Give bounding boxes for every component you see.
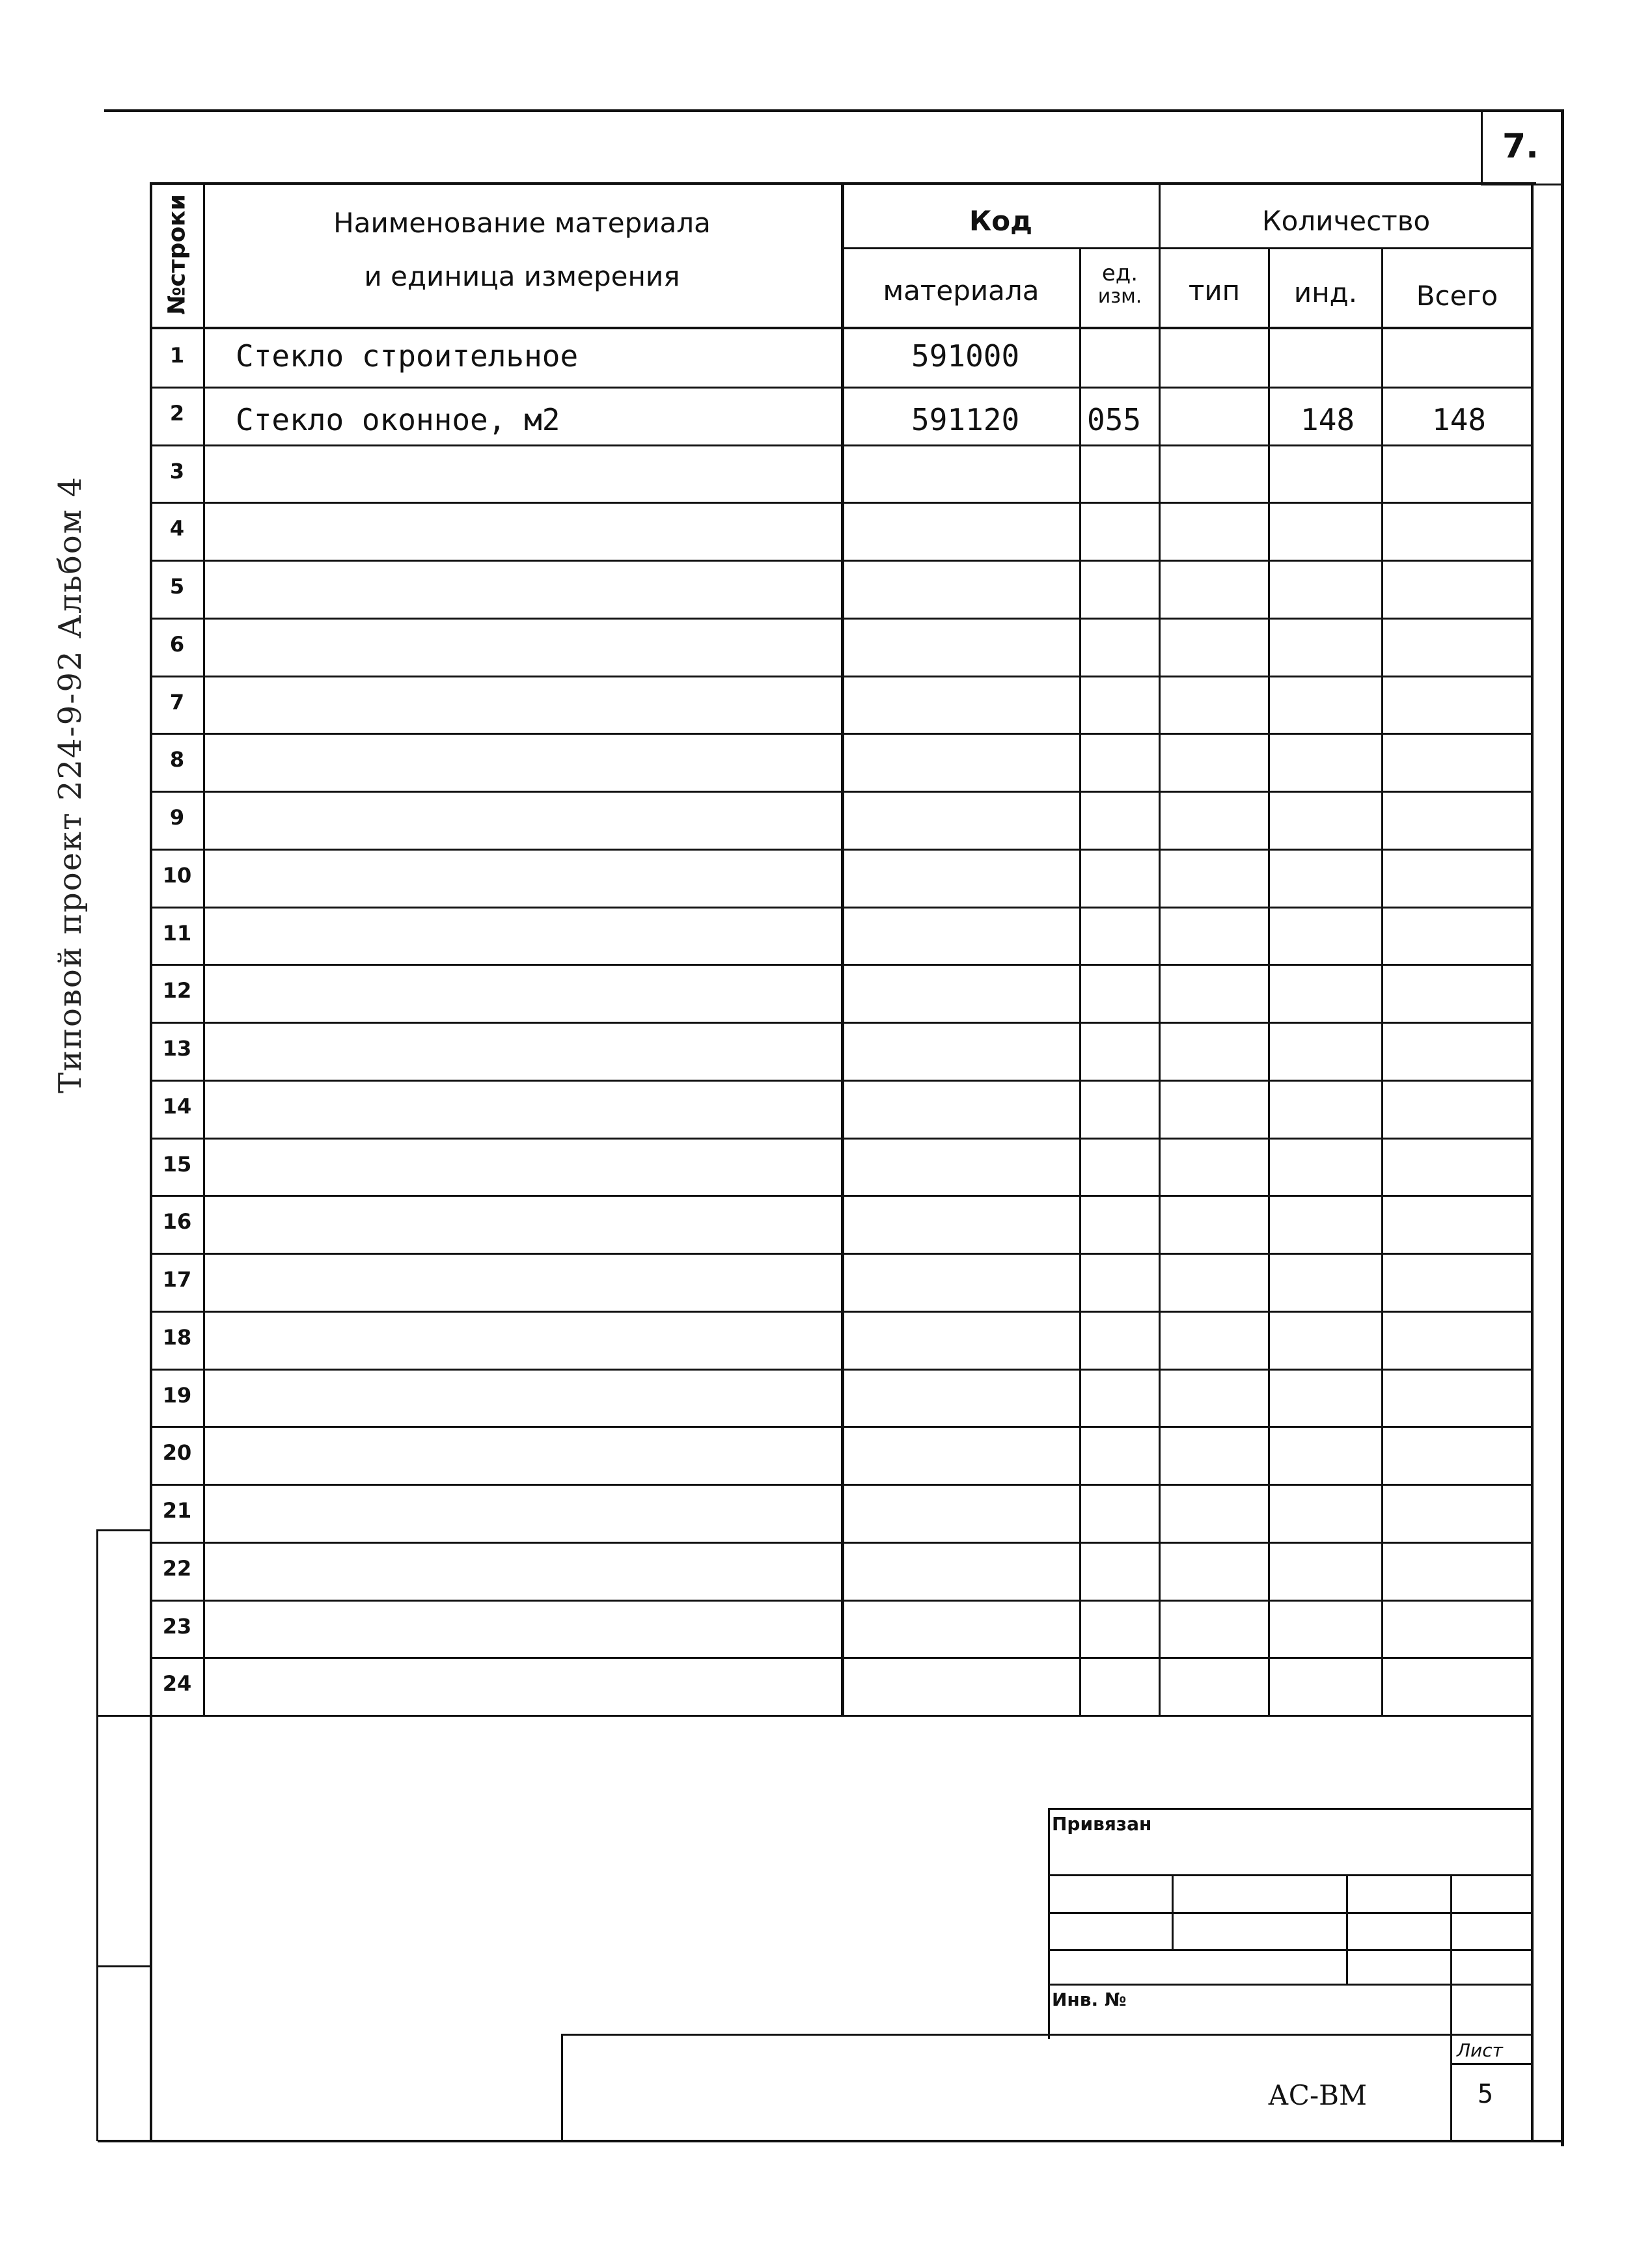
sheet-number: 7. <box>1502 127 1539 166</box>
row-number: 5 <box>169 574 185 599</box>
row-number: 20 <box>162 1440 192 1465</box>
row-line <box>151 733 1532 735</box>
row-2-name: Стекло оконное, м2 <box>236 402 560 437</box>
col-type-right <box>1268 247 1270 1715</box>
row-2-unit: 055 <box>1087 402 1142 437</box>
row-number: 6 <box>169 632 185 657</box>
row-number: 13 <box>162 1036 192 1061</box>
row-number: 14 <box>162 1094 192 1119</box>
stamp-col-3 <box>1450 1874 1452 2141</box>
row-number: 8 <box>169 747 185 772</box>
header-code-group: Код <box>969 205 1033 237</box>
row-line <box>151 907 1532 909</box>
row-number: 11 <box>162 921 192 946</box>
row-1-name: Стекло строительное <box>236 338 579 374</box>
row-line <box>151 560 1532 562</box>
row-number: 12 <box>162 978 192 1003</box>
stamp-left <box>1048 1808 1050 2039</box>
header-material-code: материала <box>883 275 1039 307</box>
header-row-no: №строки <box>163 194 191 315</box>
top-border <box>104 109 1562 112</box>
row-2-ind: 148 <box>1301 402 1355 437</box>
row-line <box>151 444 1532 446</box>
bottom-border <box>98 2140 1563 2142</box>
row-2-total: 148 <box>1432 402 1487 437</box>
row-line <box>151 1484 1532 1486</box>
header-total: Всего <box>1416 280 1498 312</box>
sheet-label-line <box>1450 2063 1533 2065</box>
side-project-text: Типовой проект 224-9-92 Альбом 4 <box>52 476 89 1093</box>
row-number: 3 <box>169 459 185 484</box>
row-number: 9 <box>169 805 185 830</box>
row-number: 23 <box>162 1614 192 1639</box>
row-line <box>151 1080 1532 1082</box>
header-bottom <box>151 327 1532 329</box>
col-ind-right <box>1381 247 1383 1715</box>
row-number: 22 <box>162 1556 192 1581</box>
right-border <box>1561 109 1564 2146</box>
row-number: 4 <box>169 516 185 541</box>
row-line <box>151 387 1532 389</box>
stamp-col-2 <box>1346 1874 1348 1985</box>
stamp-bound-label: Привязан <box>1052 1813 1152 1835</box>
stamp-line-1 <box>1048 1874 1533 1876</box>
row-number: 1 <box>169 343 185 368</box>
col-code-right <box>1079 247 1081 1715</box>
margin-strip-line-1 <box>96 1529 151 1531</box>
row-line <box>151 1657 1532 1659</box>
row-line <box>151 1311 1532 1313</box>
sheet-value: 5 <box>1478 2079 1494 2109</box>
row-line <box>151 502 1532 504</box>
margin-strip-left <box>96 1529 98 2141</box>
row-line <box>151 1426 1532 1428</box>
row-number: 19 <box>162 1383 192 1408</box>
header-subline <box>841 247 1532 249</box>
header-ind: инд. <box>1293 277 1358 308</box>
row-line <box>151 1542 1532 1544</box>
row-line <box>151 1369 1532 1371</box>
header-type: тип <box>1188 275 1241 307</box>
row-number: 16 <box>162 1209 192 1234</box>
title-block-top <box>561 2034 1533 2036</box>
row-1-code: 591000 <box>911 338 1020 374</box>
stamp-col-1 <box>1172 1874 1174 1949</box>
row-number: 21 <box>162 1498 192 1523</box>
row-number: 17 <box>162 1267 192 1292</box>
header-qty-group: Количество <box>1261 205 1431 237</box>
row-number: 24 <box>162 1671 192 1696</box>
row-line <box>151 1138 1532 1140</box>
row-line <box>151 849 1532 851</box>
margin-strip-line-2 <box>96 1715 151 1717</box>
row-number: 10 <box>162 863 192 888</box>
title-block-left <box>561 2034 563 2141</box>
row-line <box>151 1195 1532 1197</box>
header-unit-2: изм. <box>1097 285 1142 308</box>
margin-strip-line-3 <box>96 1965 151 1967</box>
header-name-line2: и единица измерения <box>364 260 680 292</box>
table-right <box>1531 182 1534 2141</box>
row-line <box>151 1253 1532 1255</box>
stamp-sheet-label: Лист <box>1457 2040 1503 2061</box>
header-name-line1: Наименование материала <box>333 207 711 239</box>
row-number: 18 <box>162 1325 192 1350</box>
row-2-code: 591120 <box>911 402 1020 437</box>
stamp-inv-label: Инв. № <box>1052 1989 1127 2010</box>
header-unit-1: ед. <box>1101 260 1138 286</box>
row-line <box>151 1715 1532 1717</box>
doc-code: АС-ВМ <box>1268 2079 1368 2111</box>
row-line <box>151 964 1532 966</box>
row-line <box>151 791 1532 793</box>
sheet-box-left <box>1481 109 1483 184</box>
stamp-line-3 <box>1048 1949 1533 1951</box>
row-line <box>151 676 1532 677</box>
row-number: 2 <box>169 401 185 426</box>
row-line <box>151 1600 1532 1602</box>
stamp-top <box>1048 1808 1533 1810</box>
stamp-line-2 <box>1048 1912 1533 1914</box>
row-number: 15 <box>162 1152 192 1177</box>
row-number: 7 <box>169 690 185 715</box>
stamp-line-4 <box>1048 1984 1533 1986</box>
row-line <box>151 618 1532 620</box>
row-line <box>151 1022 1532 1024</box>
